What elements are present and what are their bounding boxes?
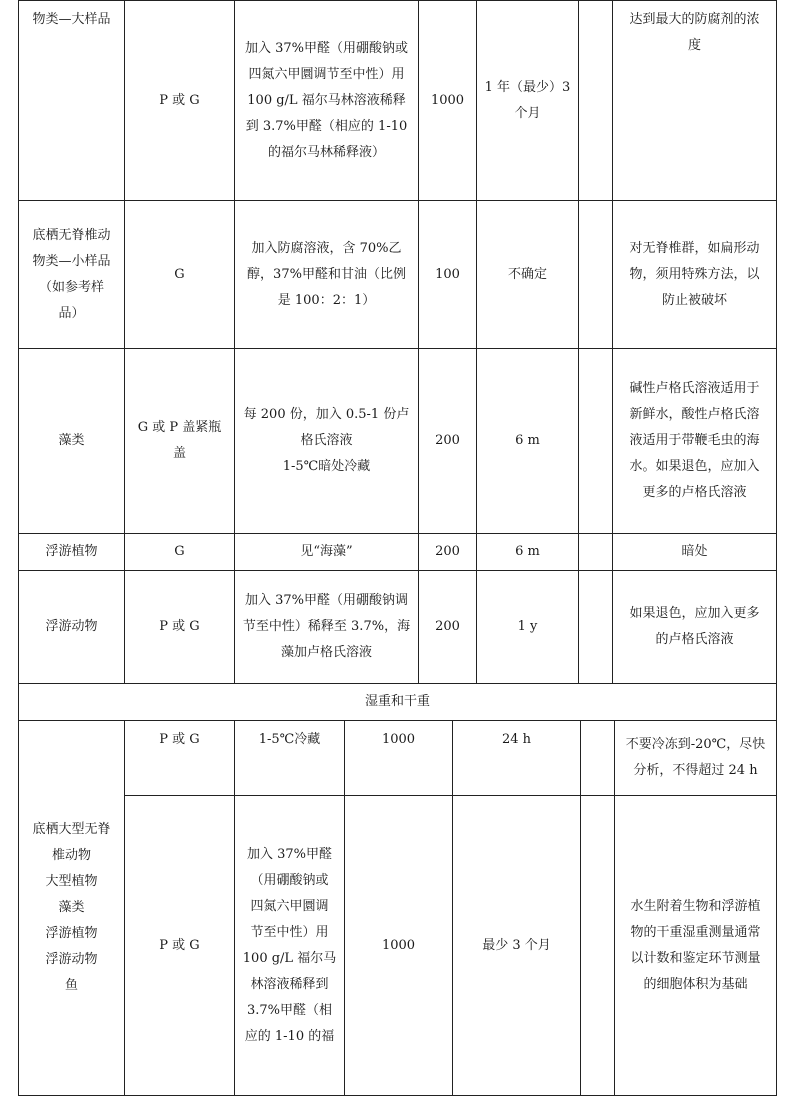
note-cell: [613, 534, 777, 571]
cell-text: 节至中性）用: [250, 924, 329, 940]
organism-cell: [19, 349, 125, 534]
volume-cell: 200: [419, 349, 477, 534]
cell-text: （用硼酸钠或: [250, 872, 329, 888]
cell-text: 林溶液稀释到: [250, 976, 329, 992]
cell-text: 藻类: [58, 433, 85, 448]
preservation-table-upper: [18, 0, 777, 721]
table-row: [19, 571, 777, 684]
cell-text: 大型植物: [45, 874, 98, 889]
cell-text: 更多的卢格氏溶液: [642, 485, 747, 500]
container-cell: P 或 G: [125, 1, 235, 201]
volume-cell: 1000: [345, 796, 453, 1096]
cell-text: 个月: [514, 105, 541, 121]
section-header-row: [19, 684, 777, 721]
cell-text: 的卢格氏溶液: [655, 632, 734, 647]
volume-cell: 200: [419, 571, 477, 684]
organism-cell: [19, 534, 125, 571]
method-cell: [235, 534, 419, 571]
cell-text: 防止被破坏: [661, 292, 727, 308]
cell-text: 加入 37%甲醛: [246, 846, 333, 862]
cell-text: 藻类: [58, 900, 85, 915]
cell-text: 如果退色，应加入更多: [629, 606, 760, 621]
table-row: [19, 721, 777, 796]
empty-cell: [579, 1, 613, 201]
cell-text: 是 100：2：1）: [277, 292, 376, 308]
cell-text: 物，须用特殊方法，以: [629, 266, 760, 282]
cell-text: 达到最大的防腐剂的浓: [629, 12, 760, 27]
cell-text: G 或 P 盖紧瓶: [137, 420, 222, 435]
method-cell: [235, 201, 419, 349]
note-cell: [613, 1, 777, 201]
cell-text: 100 g/L 福尔马: [242, 950, 337, 966]
cell-text: 鱼: [64, 978, 78, 993]
organism-group-cell: [19, 721, 125, 1096]
storage-time-cell: 最少 3 个月: [453, 796, 581, 1096]
cell-text: 浮游植物: [45, 926, 98, 941]
cell-text: 加入防腐溶液，含 70%乙: [251, 240, 402, 256]
cell-text: 格氏溶液: [300, 433, 353, 448]
note-cell: [613, 201, 777, 349]
cell-text: 醇，37%甲醛和甘油（比例: [247, 266, 406, 282]
storage-time-cell: [477, 349, 579, 534]
storage-time-cell: [477, 571, 579, 684]
empty-cell: [579, 534, 613, 571]
container-cell: P 或 G: [125, 796, 235, 1096]
cell-text: 浮游动物: [45, 952, 98, 967]
organism-cell: [19, 571, 125, 684]
cell-text: 的细胞体积为基础: [643, 976, 748, 992]
cell-text: 3.7%甲醛（相: [246, 1002, 333, 1018]
cell-text: 见“海藻”: [300, 544, 353, 559]
cell-text: 的福尔马林稀释液）: [267, 144, 385, 160]
cell-text: 新鲜水，酸性卢格氏溶: [629, 407, 760, 422]
cell-text: 碱性卢格氏溶液适用于: [629, 381, 760, 396]
cell-text: 加入 37%甲醛（用硼酸钠调: [244, 593, 409, 608]
organism-cell: [19, 201, 125, 349]
cell-text: 椎动物: [51, 848, 91, 863]
cell-text: 藻加卢格氏溶液: [280, 645, 372, 660]
cell-text: 暗处: [681, 544, 708, 559]
method-cell: [235, 796, 345, 1096]
cell-text: 浮游植物: [45, 544, 98, 559]
method-cell: [235, 571, 419, 684]
cell-text: 以计数和鉴定环节测量: [630, 950, 761, 966]
cell-text: 1-5℃冷藏: [258, 732, 321, 747]
cell-text: 水生附着生物和浮游植: [630, 898, 761, 914]
note-cell: [615, 796, 777, 1096]
table-row: [19, 201, 777, 349]
cell-text: 四氮六甲圜调: [250, 898, 329, 914]
organism-cell: [19, 1, 125, 201]
cell-text: 1-5℃暗处冷藏: [282, 459, 371, 474]
empty-cell: [581, 796, 615, 1096]
volume-cell: 1000: [345, 721, 453, 796]
table-row: [19, 349, 777, 534]
cell-text: 对无脊椎群，如扁形动: [629, 240, 760, 256]
method-cell: [235, 1, 419, 201]
cell-text: 6 m: [515, 433, 540, 448]
volume-cell: 200: [419, 534, 477, 571]
empty-cell: [579, 571, 613, 684]
table-row: [19, 796, 777, 1096]
cell-text: 水。如果退色，应加入: [629, 459, 760, 474]
table-row: [19, 534, 777, 571]
cell-text: 不要冷冻到-20℃，尽快: [625, 737, 766, 752]
container-cell: G: [125, 201, 235, 349]
preservation-table-frame: [18, 0, 777, 1096]
storage-time-cell: 24 h: [453, 721, 581, 796]
cell-text: 100 g/L 福尔马林溶液稀释: [247, 92, 406, 108]
cell-text: 物的干重湿重测量通常: [630, 924, 761, 940]
container-cell: P 或 G: [125, 721, 235, 796]
section-title: 湿重和干重: [19, 684, 777, 721]
cell-text: 分析，不得超过 24 h: [633, 763, 758, 778]
cell-text: 不确定: [507, 266, 547, 282]
container-cell: P 或 G: [125, 571, 235, 684]
cell-text: 底栖无脊椎动: [32, 227, 111, 243]
cell-text: 到 3.7%甲醛（相应的 1-10: [245, 118, 408, 134]
cell-text: 每 200 份，加入 0.5-1 份卢: [243, 407, 410, 422]
empty-cell: [581, 721, 615, 796]
preservation-table-lower: [18, 720, 777, 1096]
cell-text: 四氮六甲圜调节至中性）用: [248, 66, 405, 82]
note-cell: [615, 721, 777, 796]
cell-text: 液适用于带鞭毛虫的海: [629, 433, 760, 448]
cell-text: 浮游动物: [45, 619, 98, 634]
storage-time-cell: [477, 1, 579, 201]
volume-cell: 1000: [419, 1, 477, 201]
cell-text: 节至中性）稀释至 3.7%，海: [242, 619, 411, 634]
cell-text: （如参考样: [38, 279, 104, 295]
cell-text: 物类—小样品: [32, 253, 111, 269]
cell-text: 底栖大型无脊: [32, 822, 111, 837]
table-row: [19, 1, 777, 201]
volume-cell: 100: [419, 201, 477, 349]
empty-cell: [579, 201, 613, 349]
container-cell: [125, 349, 235, 534]
cell-text: 应的 1-10 的福: [244, 1028, 335, 1044]
method-cell: [235, 349, 419, 534]
empty-cell: [579, 349, 613, 534]
note-cell: [613, 571, 777, 684]
storage-time-cell: [477, 534, 579, 571]
cell-text: 品）: [58, 305, 85, 321]
cell-text: 6 m: [515, 544, 540, 559]
container-cell: G: [125, 534, 235, 571]
cell-text: 1 y: [517, 619, 538, 634]
note-cell: [613, 349, 777, 534]
storage-time-cell: [477, 201, 579, 349]
cell-text: 盖: [172, 446, 186, 461]
cell-text: 物类—大样品: [32, 12, 111, 27]
cell-text: 1 年（最少）3: [484, 79, 571, 95]
cell-text: 度: [687, 38, 701, 53]
cell-text: 加入 37%甲醛（用硼酸钠或: [244, 40, 409, 56]
method-cell: [235, 721, 345, 796]
